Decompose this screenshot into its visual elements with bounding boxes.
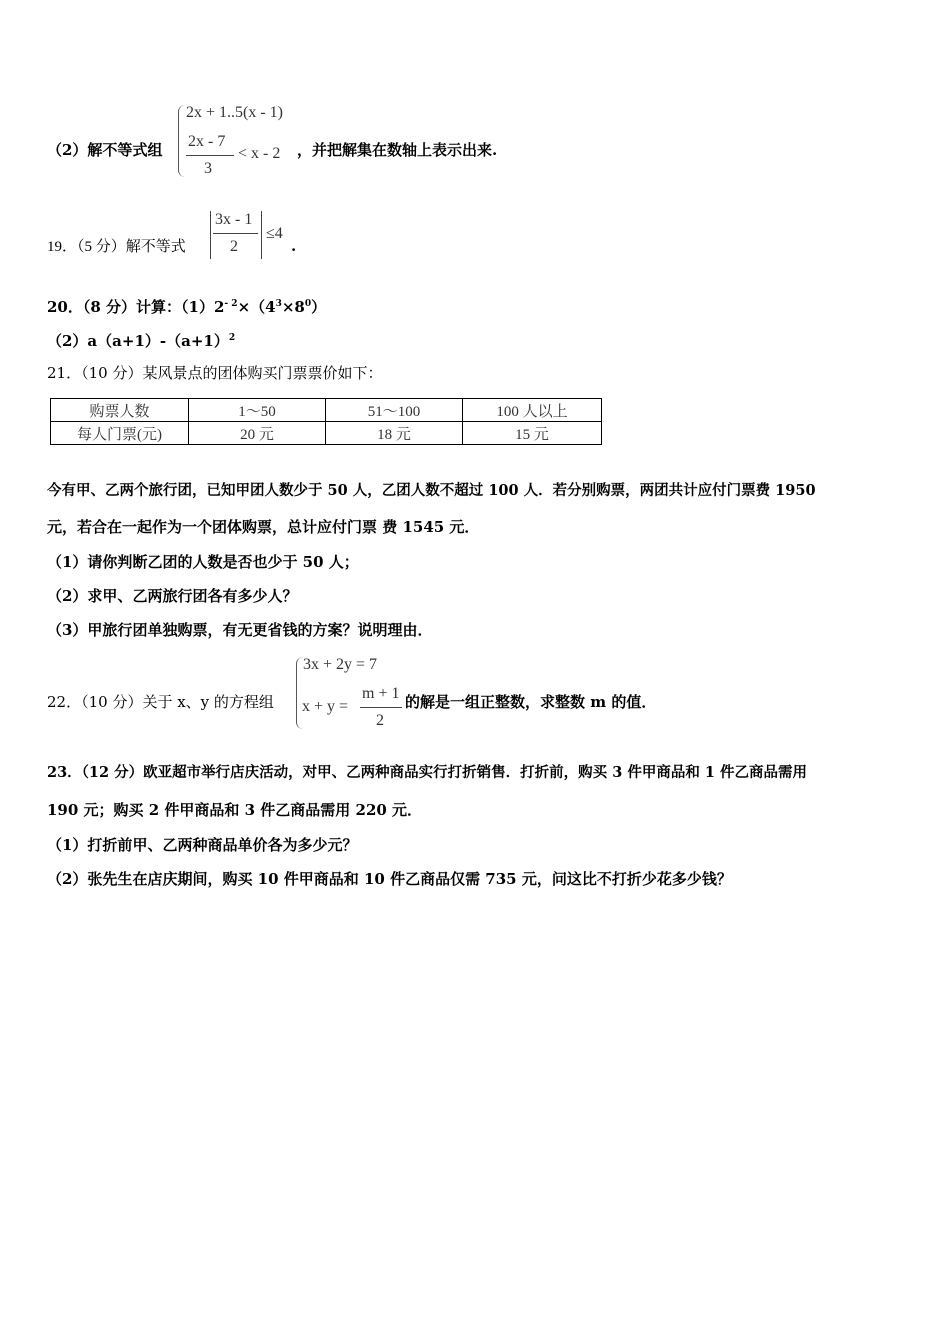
q18-line1: 2x + 1..5(x - 1) (186, 104, 284, 121)
q19-frac-den: 2 (230, 238, 238, 255)
q23-line2: 190 元；购买 2 件甲商品和 3 件乙商品需用 220 元． (47, 801, 423, 819)
q22-frac-num: m + 1 (362, 685, 400, 702)
q21-sub2: （2）求甲、乙两旅行团各有多少人？ (47, 587, 298, 605)
table-cell: 购票人数 (51, 399, 189, 422)
q18-frac-num: 2x - 7 (188, 133, 226, 150)
table-cell: 每人门票(元) (51, 422, 189, 445)
table-cell: 51～100 (326, 399, 463, 422)
q18-frac-bar (186, 155, 234, 156)
q22-frac-den: 2 (376, 712, 384, 729)
q21-intro: 21．（10 分）某风景点的团体购买门票票价如下： (47, 364, 383, 382)
q23-line1: 23．（12 分）欧亚超市举行店庆活动，对甲、乙两种商品实行打折销售．打折前，购买 3 件甲商品和 1 件乙商品需用 (47, 764, 808, 781)
q22-brace (296, 657, 303, 729)
q19-abs-right (261, 211, 262, 259)
q19-frac-num: 3x - 1 (215, 211, 253, 228)
q22-prefix: 22．（10 分）关于 x、y 的方程组 (47, 693, 274, 711)
q23-sub2: （2）张先生在店庆期间，购买 10 件甲商品和 10 件乙商品仅需 735 元，问这比不打折少花多少钱？ (47, 870, 732, 888)
table-cell: 18 元 (326, 422, 463, 445)
q18-rhs: < x - 2 (238, 145, 281, 162)
ticket-price-table (50, 398, 602, 445)
table-cell: 1～50 (189, 399, 326, 422)
q19-tail: . (291, 237, 297, 255)
q21-sub1: （1）请你判断乙团的人数是否也少于 50 人； (47, 553, 359, 571)
q20-line1: 20．（8 分）计算：$(1)2^{- 2}\times(4^3\times 8^0)$ (47, 298, 327, 316)
q19-prefix: 19．（5 分）解不等式 (47, 239, 186, 255)
q22-eq2-lhs: x + y = (302, 698, 349, 715)
q19-abs-left (210, 211, 211, 259)
q18-frac-den: 3 (204, 160, 212, 177)
q21-sub3: （3）甲旅行团单独购票，有无更省钱的方案？说明理由． (47, 621, 433, 639)
q21-para2: 元，若合在一起作为一个团体购票，总计应付门票 费 1545 元． (47, 518, 480, 536)
table-row (51, 399, 602, 422)
q18-tail: ，并把解集在数轴上表示出来. (297, 141, 498, 159)
q18-brace (178, 105, 185, 177)
table-cell: 100 人以上 (463, 399, 602, 422)
q18-label: （2）解不等式组 (47, 141, 163, 159)
q21-para1: 今有甲、乙两个旅行团，已知甲团人数少于 50 人，乙团人数不超过 100 人．若分别购票，两团共计应付门票费 1950 (47, 482, 816, 499)
q19-rhs: ≤4 (266, 225, 283, 242)
q20-line2: $(2)a(a+1)-(a+1)^2$ (47, 332, 236, 350)
q23-sub1: （1）打折前甲、乙两种商品单价各为多少元？ (47, 836, 358, 854)
table-cell: 15 元 (463, 422, 602, 445)
q22-tail: 的解是一组正整数，求整数 m 的值． (405, 693, 657, 711)
table-cell: 20 元 (189, 422, 326, 445)
q22-eq1: 3x + 2y = 7 (303, 656, 378, 673)
q22-frac-bar (360, 707, 402, 708)
table-row (51, 422, 602, 445)
q19-frac-bar (213, 233, 258, 234)
